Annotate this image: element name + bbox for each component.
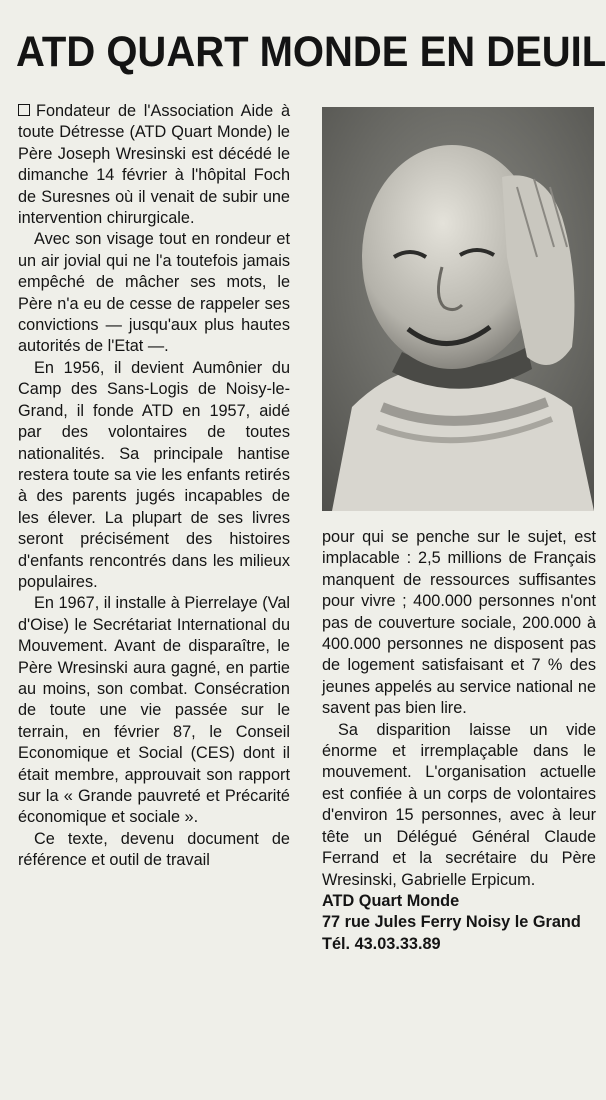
paragraph-7: Sa disparition laisse un vide énorme et irremplaçable dans le mouvement. L'organisation actuelle est confiée à un corps de volontaires d'environ 15 personnes, avec à leur tête un Délégué Général Claude Ferrand et la secrétaire du Père Wresinski, Gabrielle Erpicum. <box>322 720 596 889</box>
paragraph-4: En 1967, il installe à Pierrelaye (Val d'Oise) le Secrétariat International du Mouvement. Avant de disparaître, le Père Wresinski aura gagné, en partie au moins, son combat. Consécration de toute une vie passée sur le terrain, en février 87, le Conseil Economique et Social (CES) dont il était membre, approuvait son rapport sur la « Grande pauvreté et Précarité économique et sociale ». <box>18 594 290 827</box>
signature-address: 77 rue Jules Ferry Noisy le Grand <box>322 913 581 932</box>
signature-phone: Tél. 43.03.33.89 <box>322 934 441 953</box>
paragraph-5: Ce texte, devenu document de référence et outil de travail <box>18 829 290 870</box>
signature-name: ATD Quart Monde <box>322 891 460 910</box>
portrait-photo <box>322 107 594 511</box>
paragraph-6: pour qui se penche sur le sujet, est implacable : 2,5 millions de Français manquent de ressources suffisantes pour vivre ; 400.000 personnes n'ont pas de couverture sociale, 200.000 à 400.000 personnes ne disposent pas de logement satisfaisant et 7 % des jeunes appelés au service national ne savent pas bien lire. <box>322 528 596 718</box>
paragraph-3: En 1956, il devient Aumônier du Camp des Sans-Logis de Noisy-le-Grand, il fonde ATD en 1957, aidé par des volontaires de toutes nationalités. Sa principale hantise restera toute sa vie les enfants retirés à des parents jugés incapables de les élever. La plupart de ses livres seront précisément des histoires d'enfants rencontrés dans les milieux populaires. <box>18 358 290 591</box>
right-column <box>322 527 596 955</box>
checkbox-bullet-icon <box>18 104 30 116</box>
portrait-illustration <box>322 107 594 511</box>
left-column <box>18 101 290 872</box>
paragraph-2: Avec son visage tout en rondeur et un air jovial qui ne l'a toutefois jamais empêché de mâcher ses mots, le Père n'a eu de cesse de rappeler ses convictions — jusqu'aux plus hautes autorités de l'Etat —. <box>18 230 290 356</box>
headline: ATD QUART MONDE EN DEUIL <box>16 28 606 76</box>
paragraph-1: Fondateur de l'Association Aide à toute Détresse (ATD Quart Monde) le Père Joseph Wresinski est décédé le dimanche 14 février à l'hôpital Foch de Suresnes où il venait de subir une intervention chirurgicale. <box>18 102 290 228</box>
